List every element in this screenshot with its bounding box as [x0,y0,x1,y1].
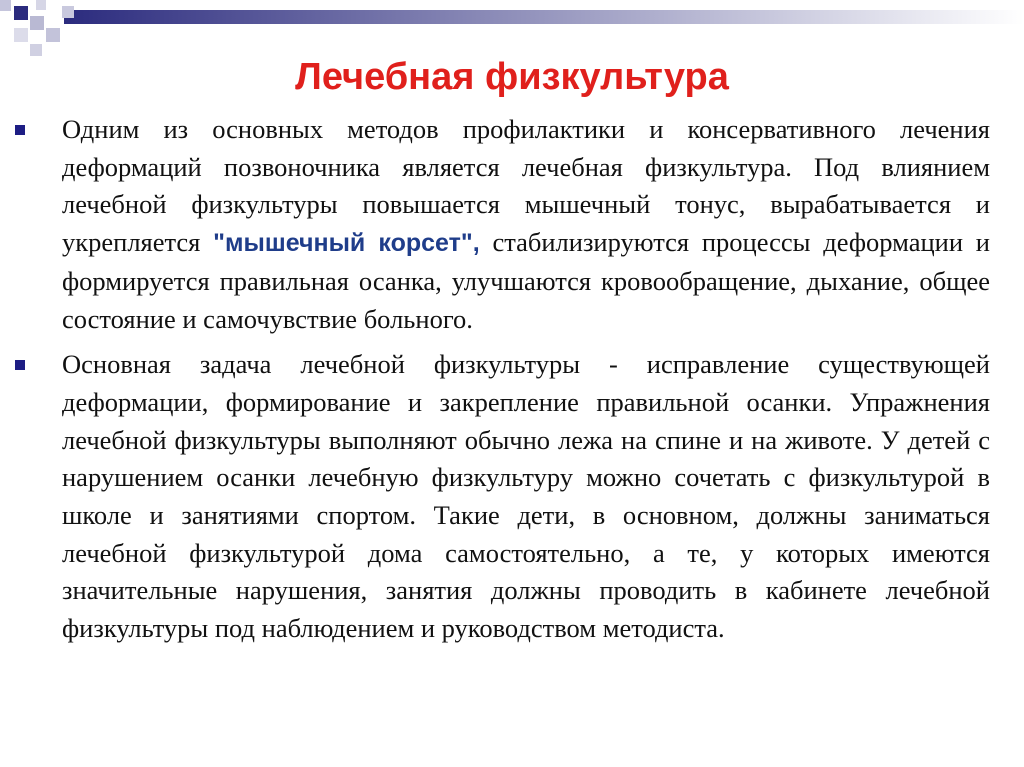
decor-square [14,6,28,20]
square-bullet-icon [15,360,25,370]
square-bullet-icon [15,125,25,135]
decor-square [30,16,44,30]
decor-square [14,28,28,42]
decor-square [0,0,11,11]
bullet-text-part: стабилизируются процессы деформации и формируется правильная осанка, улучшаются кровообращение, дыхание, общее состояние и самочувствие больного. [62,227,990,334]
bullet-text-part: Одним из основных методов профилактики и консервативного лечения деформаций позвоночника является лечебная физкультура. Под влиянием лечебной физкультуры повышается мышечный тонус, вырабатывается и укрепляется [62,114,990,258]
highlighted-term: "мышечный корсет", [213,229,480,258]
decorative-header-bar [0,0,1024,60]
bullet-item [0,111,1024,338]
decor-square [46,28,60,42]
bullet-text: Основная задача лечебной физкультуры - исправление существующей деформации, формирование и закрепление правильной осанки. Упражнения лечебной физкультуры выполняют обычно лежа на спине и на животе. У детей с нарушением осанки лечебную физкультуру можно сочетать с физкультурой в школе и занятиями спортом. Такие дети, в основном, должны заниматься лечебной физкультурой дома самостоятельно, а те, у которых имеются значительные нарушения, занятия должны проводить в кабинете лечебной физкультуры под наблюдением и руководством методиста. [62,349,990,644]
bullet-text [62,111,990,338]
decor-square [62,6,74,18]
header-gradient-bar [64,10,1024,24]
bullet-list [0,111,1024,648]
decor-square [36,0,46,10]
slide-title: Лечебная физкультура [295,56,729,98]
bullet-item [0,346,1024,648]
